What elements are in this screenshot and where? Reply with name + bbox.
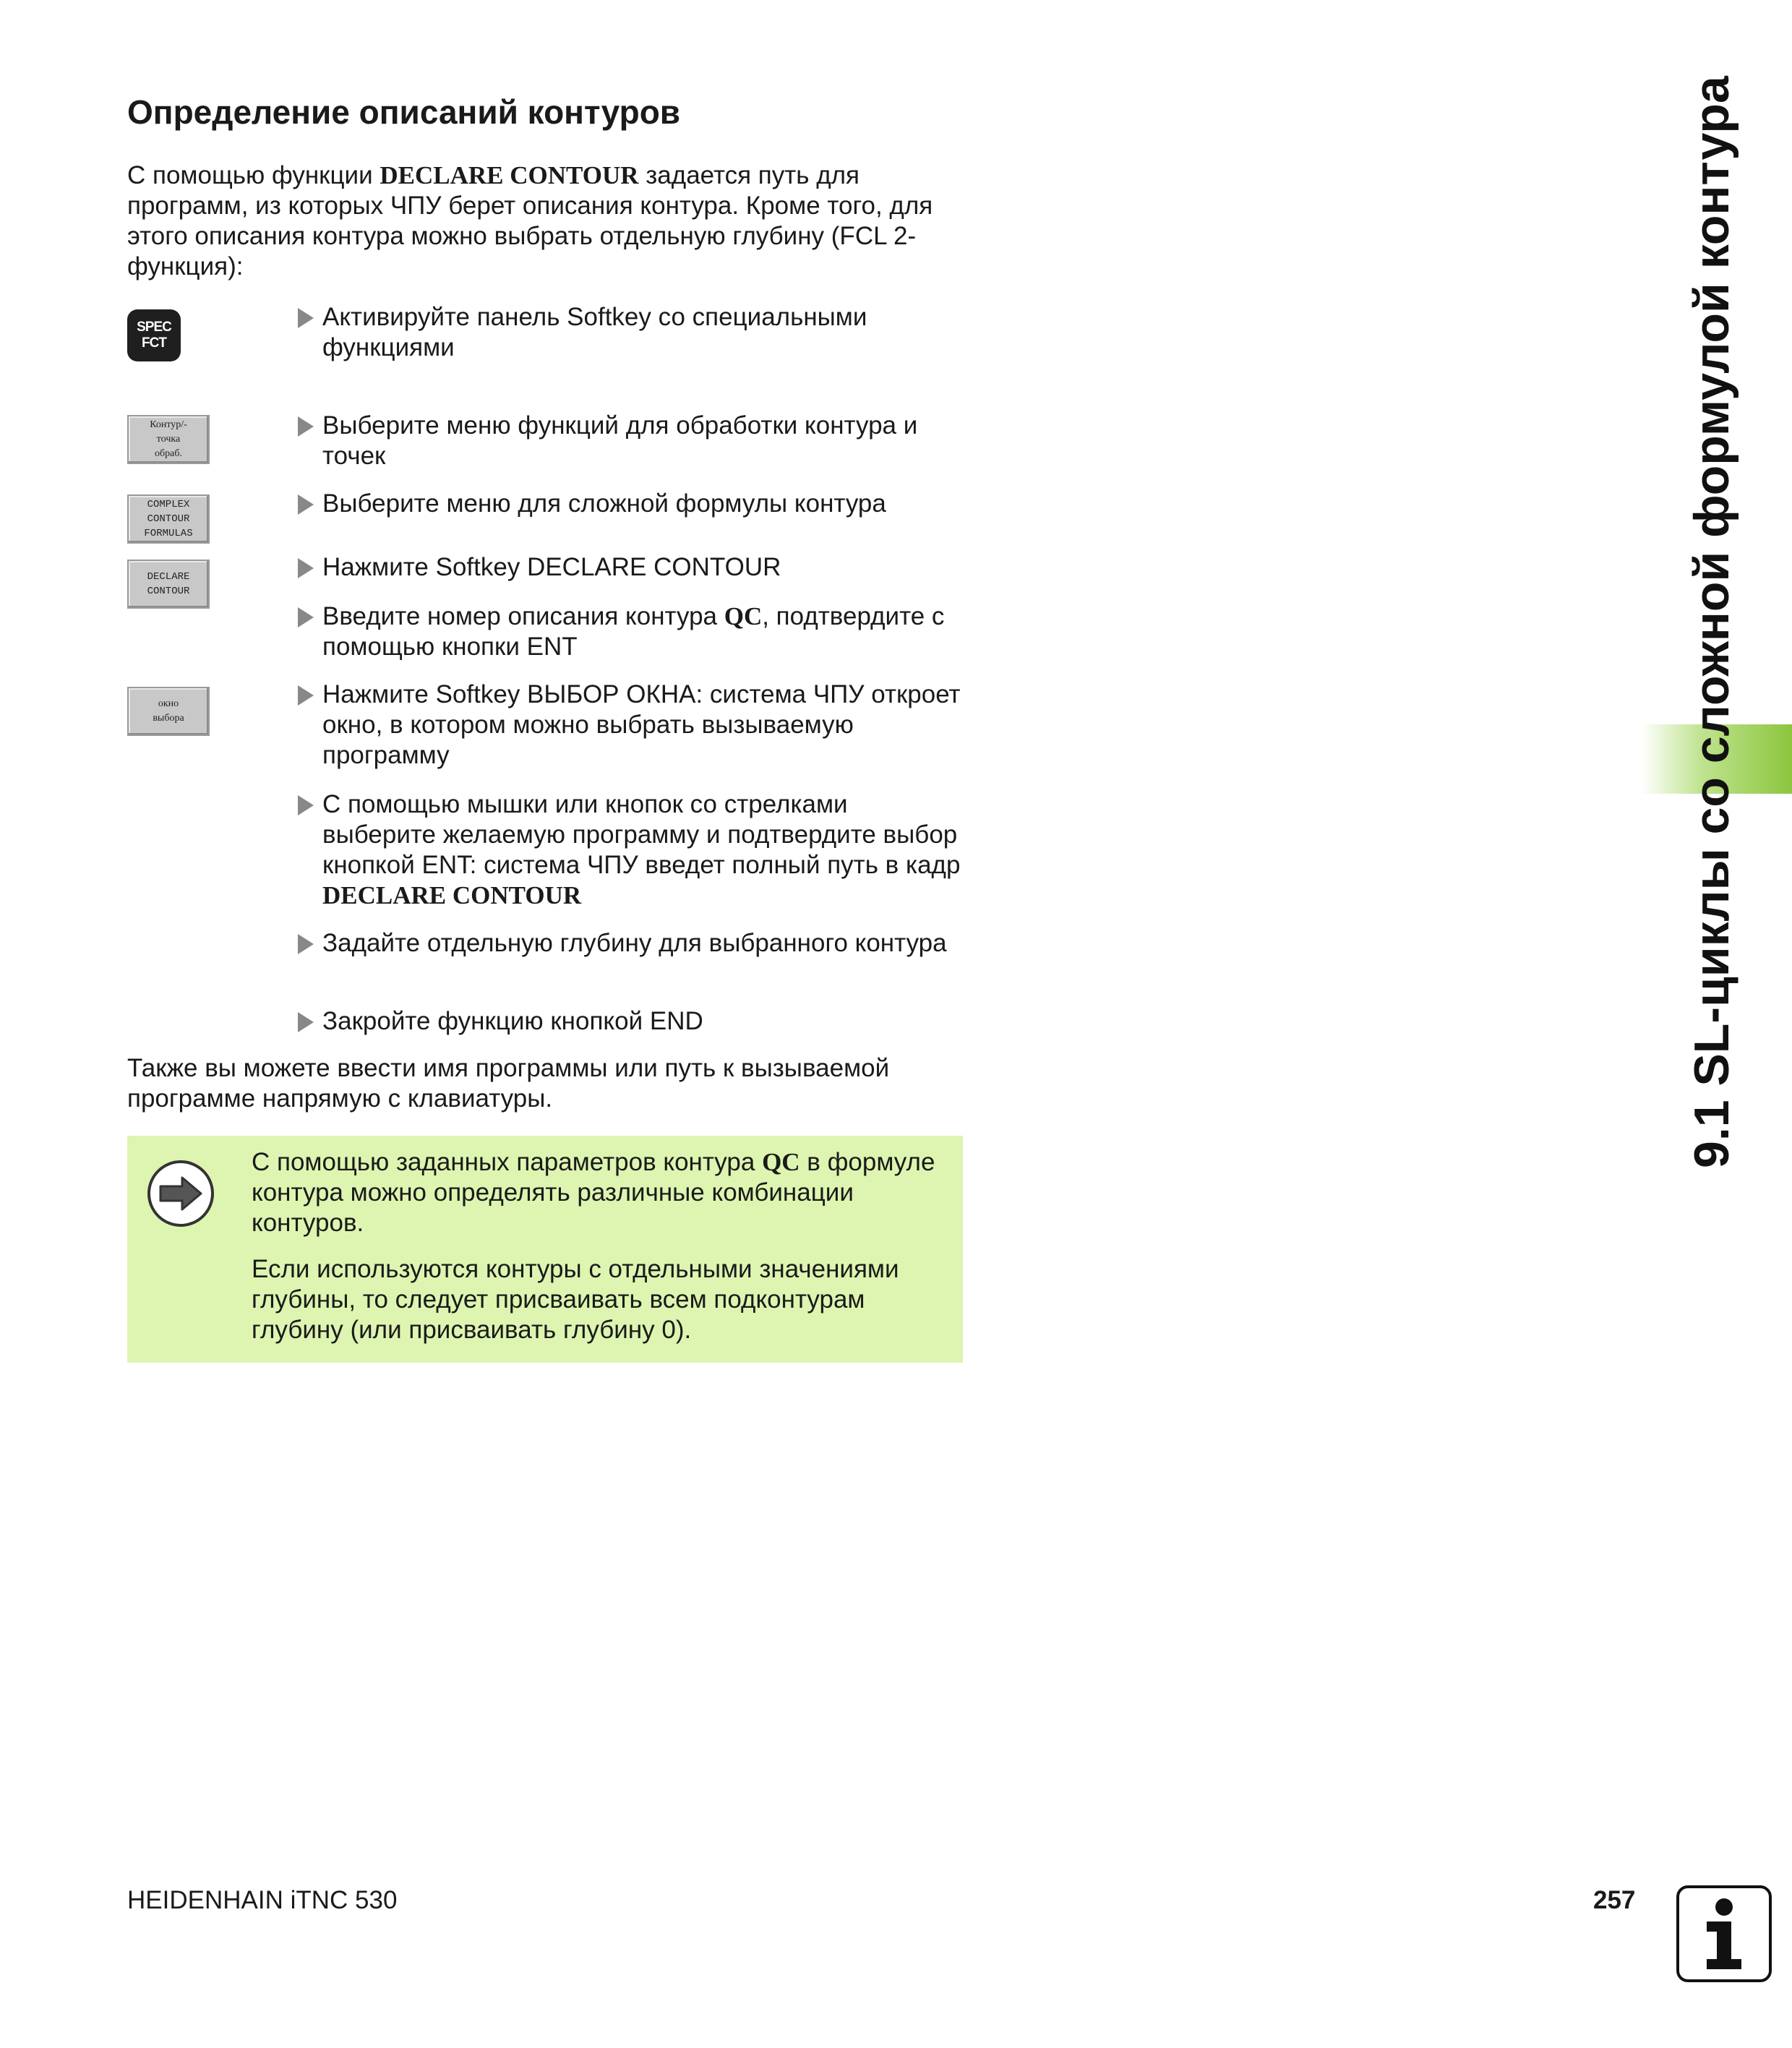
note-text-start: С помощью заданных параметров контура [252, 1148, 763, 1176]
step-item [296, 552, 961, 583]
note-code: QC [762, 1148, 800, 1176]
contour-points-softkey [127, 415, 210, 464]
info-icon [1676, 1885, 1772, 1982]
softkey-line: окно [158, 698, 179, 709]
step-text: Нажмите Softkey ВЫБОР ОКНА: система ЧПУ откроет окно, в котором можно выбрать вызываемую программу [322, 680, 961, 769]
intro-text-start: С помощью функции [127, 161, 380, 189]
note-text-end: в формуле контура можно определять различные комбинации контуров. [252, 1148, 935, 1237]
step-text: Задайте отдельную глубину для выбранного контура [322, 929, 947, 957]
intro-paragraph [127, 160, 966, 282]
step-text: Выберите меню для сложной формулы контура [322, 489, 886, 518]
step-item [296, 489, 961, 519]
step-item [296, 601, 961, 662]
step-code: QC [724, 602, 763, 630]
step-item [296, 302, 961, 363]
softkey-line: выбора [153, 713, 184, 724]
step-text-end: , подтвердите с помощью кнопки ENT [322, 602, 945, 661]
after-paragraph: Также вы можете ввести имя программы или путь к вызываемой программе напрямую с клавиатуры. [127, 1054, 890, 1113]
complex-contour-formulas-softkey [127, 494, 210, 544]
softkey-line: Контур/- [150, 419, 187, 430]
step-code: DECLARE CONTOUR [322, 881, 582, 909]
step-text: Закройте функцию кнопкой END [322, 1007, 703, 1035]
softkey-line: обраб. [155, 448, 182, 459]
step-text [296, 789, 961, 911]
step-text-start: Введите номер описания контура [322, 602, 724, 630]
step-item [296, 680, 961, 771]
chapter-sidebar-title: 9.1 SL-циклы со сложной формулой контура [1684, 76, 1739, 1168]
note-box [127, 1136, 963, 1363]
declare-contour-softkey [127, 560, 210, 609]
softkey-line: COMPLEX [147, 499, 190, 510]
triangle-bullet-icon [298, 685, 314, 706]
step-item [296, 928, 961, 959]
triangle-bullet-icon [298, 607, 314, 627]
softkey-line: CONTOUR [147, 586, 190, 597]
step-text: Активируйте панель Softkey со специальными функциями [322, 303, 867, 361]
arrow-right-icon [147, 1160, 214, 1227]
note-paragraph-1 [252, 1147, 946, 1238]
softkey-line: точка [156, 434, 181, 445]
triangle-bullet-icon [298, 494, 314, 515]
footer-product-name: HEIDENHAIN iTNC 530 [127, 1886, 398, 1914]
intro-text-end: задается путь для программ, из которых ЧПУ берет описания контура. Кроме того, для этого описания контура можно выбрать отдельную глубину (FCL 2-функция): [127, 161, 933, 280]
spec-fct-key-line2: FCT [142, 335, 166, 351]
triangle-bullet-icon [298, 416, 314, 437]
intro-code: DECLARE CONTOUR [380, 161, 639, 189]
triangle-bullet-icon [298, 1012, 314, 1032]
softkey-line: CONTOUR [147, 513, 190, 525]
step-text-start: С помощью мышки или кнопок со стрелками выберите желаемую программу и подтвердите выбор кнопкой ENT: система ЧПУ введет полный путь в кадр [322, 790, 961, 879]
note-paragraph-2: Если используются контуры с отдельными значениями глубины, то следует присваивать всем подконтурам глубину (или присваивать глубину 0). [252, 1255, 899, 1344]
step-item [296, 411, 961, 471]
window-select-softkey [127, 687, 210, 736]
step-text: Выберите меню функций для обработки контура и точек [322, 411, 918, 470]
triangle-bullet-icon [298, 934, 314, 954]
spec-fct-key-line1: SPEC [137, 320, 171, 335]
step-item [296, 789, 961, 911]
step-text: Нажмите Softkey DECLARE CONTOUR [322, 553, 781, 581]
triangle-bullet-icon [298, 795, 314, 815]
section-heading: Определение описаний контуров [127, 93, 681, 131]
step-item [296, 1006, 961, 1037]
triangle-bullet-icon [298, 308, 314, 328]
softkey-line: DECLARE [147, 571, 190, 583]
page-number: 257 [1593, 1886, 1636, 1914]
spec-fct-key [127, 309, 181, 361]
softkey-line: FORMULAS [144, 528, 193, 539]
step-text [296, 601, 961, 662]
triangle-bullet-icon [298, 558, 314, 578]
